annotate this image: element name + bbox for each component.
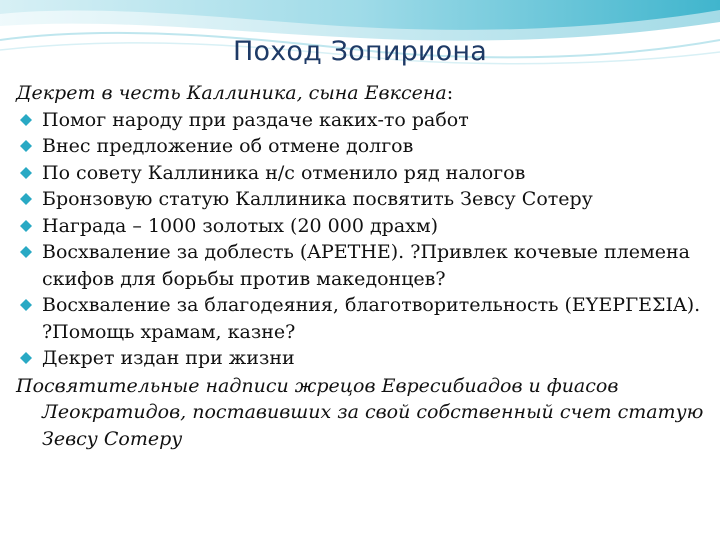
bullet-list (16, 107, 704, 372)
list-item-text: Помог народу при раздаче каких-то работ (42, 108, 469, 131)
list-item-text: Восхваление за доблесть (ΑΡΕΤΗΕ). ?Привлек кочевые племена скифов для борьбы против македонцев? (42, 241, 690, 290)
list-item (16, 186, 704, 213)
list-item (16, 160, 704, 187)
diamond-bullet-icon (19, 166, 33, 180)
list-item-text: Декрет издан при жизни (42, 347, 295, 369)
list-item-text: Награда – 1000 золотых (20 000 драхм) (42, 214, 439, 237)
list-item (16, 239, 704, 292)
diamond-bullet-icon (19, 245, 33, 259)
list-item-text: По совету Каллиника н/с отменило ряд налогов (42, 161, 526, 184)
diamond-bullet-icon (19, 298, 33, 312)
diamond-bullet-icon (19, 192, 33, 206)
list-item (16, 345, 704, 372)
diamond-bullet-icon (19, 139, 33, 153)
list-item (16, 213, 704, 240)
diamond-bullet-icon (19, 351, 33, 365)
list-item (16, 133, 704, 160)
intro-colon: : (446, 82, 454, 104)
list-item-text: Внес предложение об отмене долгов (42, 135, 414, 157)
diamond-bullet-icon (19, 113, 33, 127)
list-item-text: Восхваление за благодеяния, благотворительность (ΕΥΕΡΓΕΣΙΑ). ?Помощь храмам, казне? (42, 294, 701, 343)
list-item-text: Бронзовую статую Каллиника посвятить Зевсу Сотеру (42, 188, 593, 210)
page-title: Поход Зопириона (232, 36, 487, 67)
intro-text: Декрет в честь Каллиника, сына Евксена (16, 82, 447, 104)
list-item (16, 292, 704, 345)
list-item (16, 107, 704, 134)
outro-paragraph: Посвятительные надписи жрецов Евресибиадов и фиасов Леократидов, поставивших за свой собственный счет статую Зевсу Сотеру (16, 374, 704, 450)
diamond-bullet-icon (19, 219, 33, 233)
intro-line (16, 80, 704, 107)
slide-content (16, 80, 704, 452)
